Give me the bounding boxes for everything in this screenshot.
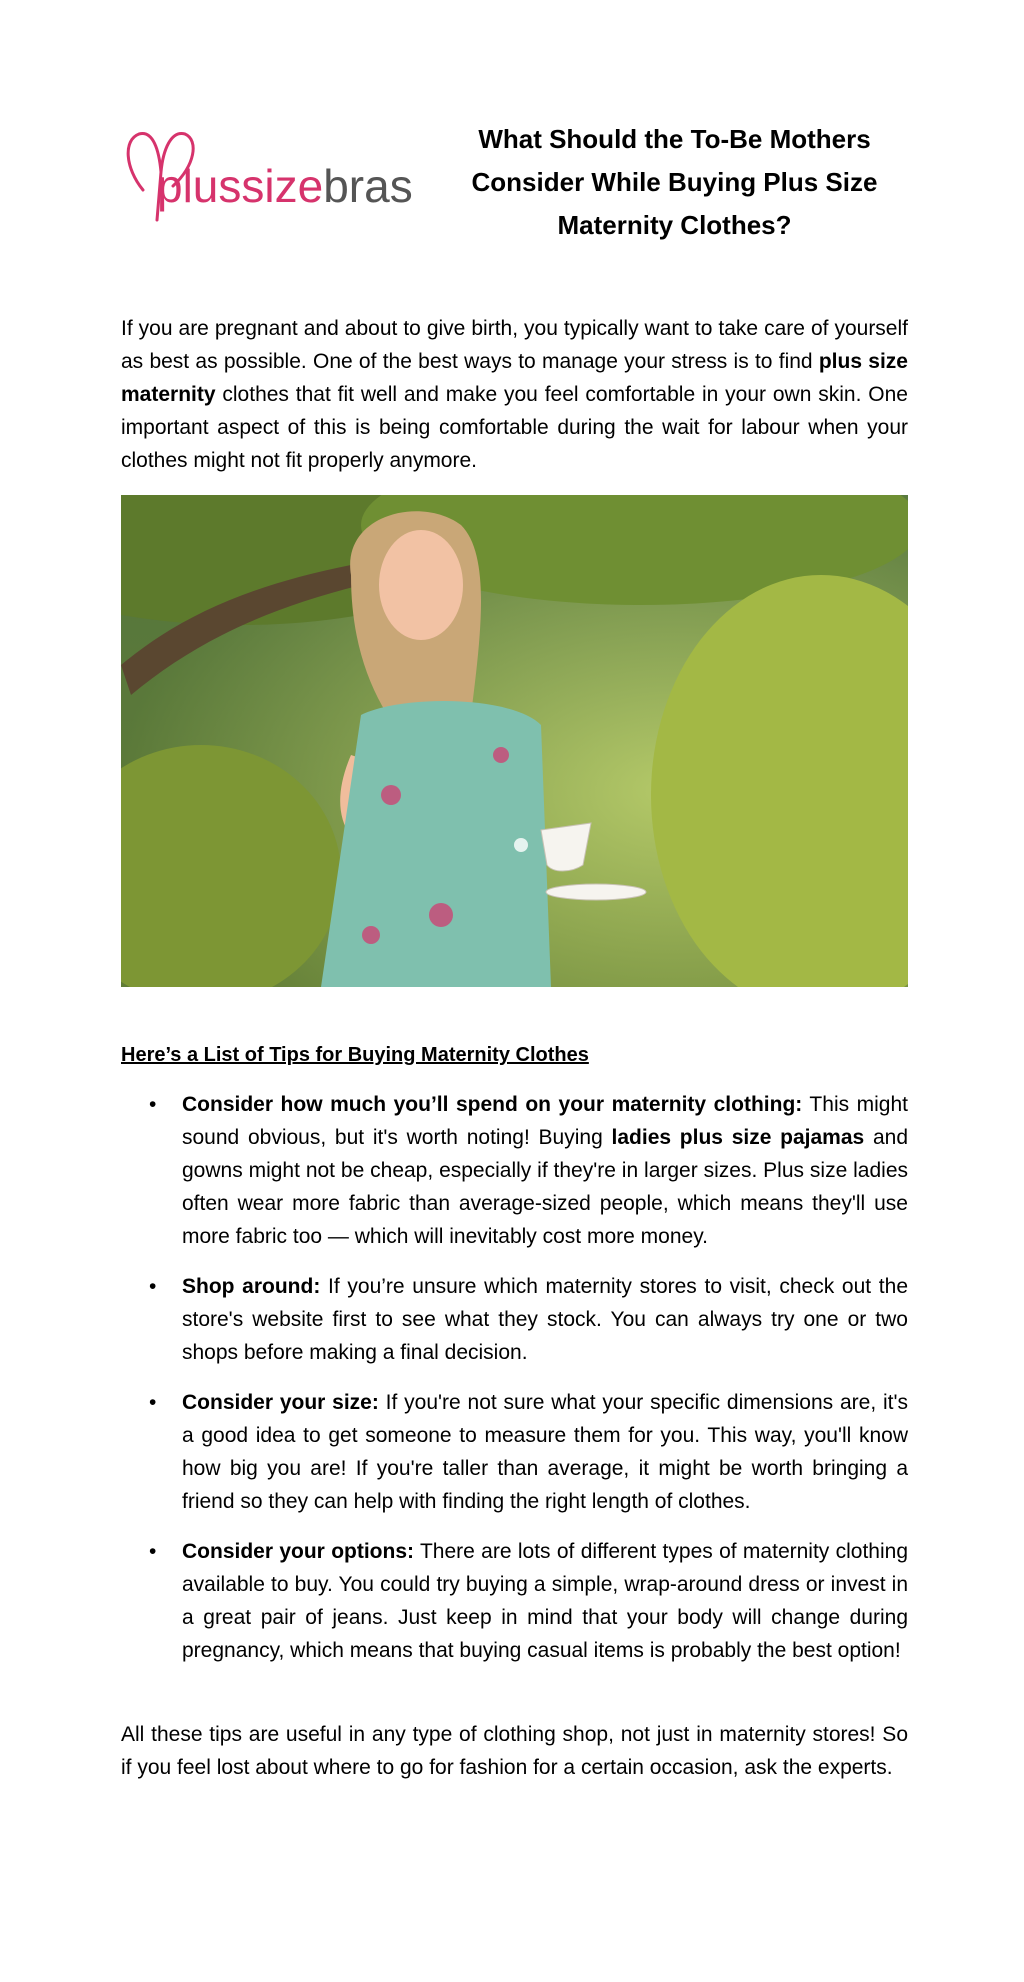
tip-text: If you're not sure what your specific dimensions are, it's a good idea to get someone to measure them for you. This way, you'll know how big you are! If you're taller than average, it might be worth bringing a friend so they can help with finding the right length of clothes. [182,1391,908,1513]
bullet-icon: • [149,1093,157,1116]
svg-text:plussizebras [157,160,413,212]
tip-lead: Consider how much you’ll spend on your maternity clothing: [182,1093,803,1116]
closing-paragraph: All these tips are useful in any type of clothing shop, not just in maternity stores! So if you feel lost about where to go for fashion for a certain occasion, ask the experts. [121,1723,908,1779]
tip-text: If you’re unsure which maternity stores to visit, check out the store's website first to see what they stock. You can always try one or two shops before making a final decision. [182,1275,908,1364]
bullet-icon: • [149,1391,157,1414]
tip-text: and gowns might not be cheap, especially if they're in larger sizes. Plus size ladies often wear more fabric than average-sized people, which means they'll use more fabric too — which will inevitably cost more money. [182,1126,909,1248]
header [121,0,908,290]
tip-lead: Consider your size: [182,1391,379,1414]
tip-text: There are lots of different types of maternity clothing available to buy. You could try buying a simple, wrap-around dress or invest in a great pair of jeans. Just keep in mind that your body will change during pregnancy, which means that buying casual items is probably the best option! [182,1540,909,1662]
intro-text-1: If you are pregnant and about to give birth, you typically want to take care of yourself as best as possible. One of the best ways to manage your stress is to find [121,317,908,373]
tip-lead: Consider your options: [182,1540,415,1563]
tips-list [121,1088,908,1684]
tip-text: This might sound obvious, but it's worth noting! Buying [182,1093,908,1149]
tip-bold-link: ladies plus size pajamas [611,1126,865,1149]
intro-paragraph [121,312,908,477]
list-item [121,1386,908,1518]
document-page [121,0,909,1779]
intro-bold-link: plus size maternity [121,350,908,406]
bullet-icon: • [149,1275,157,1298]
plussizebras-logo [121,128,433,224]
list-item [121,1088,908,1253]
logo-text-bras: bras [323,160,413,212]
woman-holding-teacup-photo [121,495,908,987]
logo-text-size: size [241,160,324,212]
page-title: What Should the To-Be Mothers Consider While Buying Plus Size Maternity Clothes? [471,124,878,240]
tip-lead: Shop around: [182,1275,321,1298]
list-item [121,1270,908,1369]
bullet-icon: • [149,1540,157,1563]
section-heading: Here’s a List of Tips for Buying Maternity Clothes [121,1044,589,1066]
logo-text-plus: plus [157,160,242,212]
intro-text-2: clothes that fit well and make you feel comfortable in your own skin. One important aspect of this is being comfortable during the wait for labour when your clothes might not fit properly anymore. [121,383,908,472]
list-item [121,1535,908,1667]
